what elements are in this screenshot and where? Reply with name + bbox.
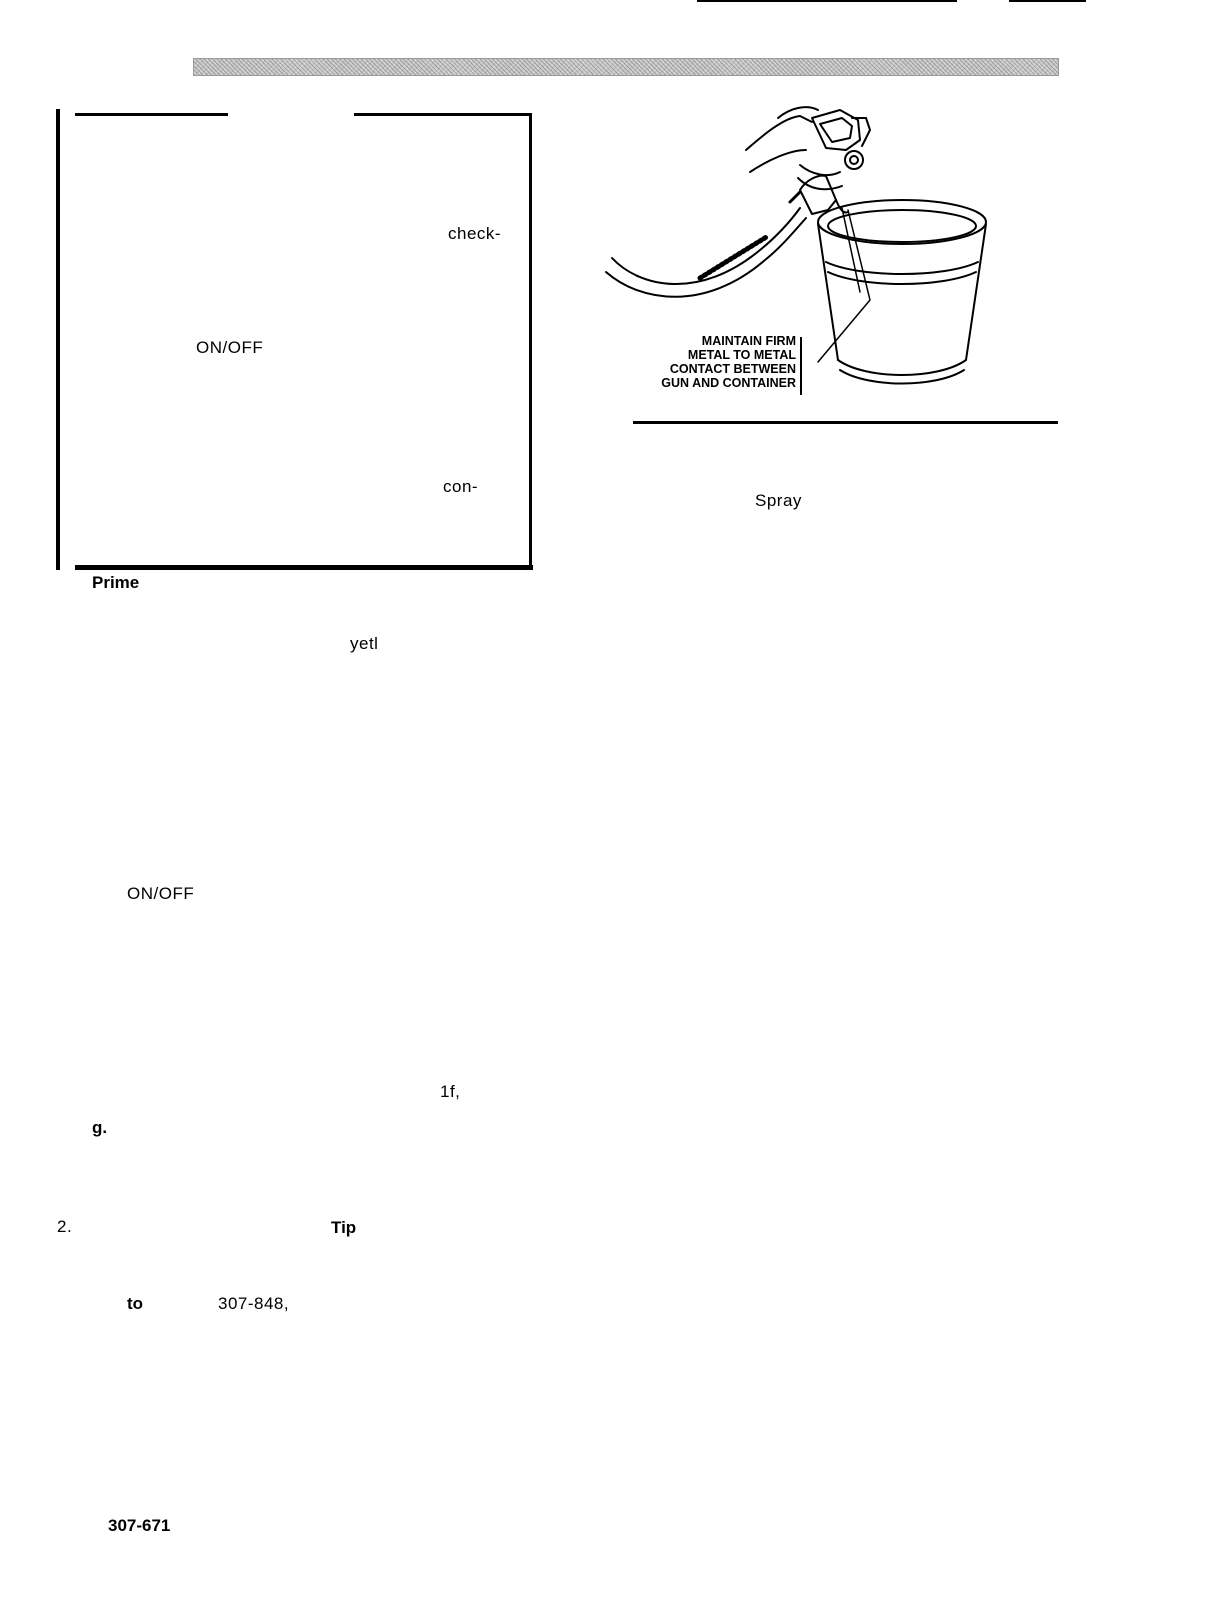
warning-fragment-onoff: ON/OFF	[196, 338, 264, 357]
text-step-g: g.	[92, 1118, 108, 1137]
callout-line-2: METAL TO METAL	[687, 348, 796, 362]
warning-box-top-right	[354, 113, 532, 116]
callout-line-4: GUN AND CONTAINER	[661, 376, 796, 390]
section-banner	[193, 58, 1059, 76]
warning-box-bottom	[75, 565, 533, 570]
figure-rule	[633, 421, 1058, 424]
change-bar	[56, 109, 60, 570]
text-to: to	[127, 1294, 144, 1313]
text-manual-ref: 307-848,	[218, 1294, 290, 1313]
warning-fragment-con: con-	[443, 477, 479, 496]
grounding-callout	[600, 334, 796, 390]
warning-box-top-left	[75, 113, 228, 116]
step-2-tip: Tip	[331, 1218, 357, 1237]
text-onoff: ON/OFF	[127, 884, 195, 903]
callout-bracket	[800, 337, 802, 395]
header-rule-left	[697, 0, 957, 2]
step-2-number: 2.	[57, 1217, 73, 1236]
figure-caption-spray: Spray	[755, 491, 802, 510]
text-1f: 1f,	[440, 1082, 461, 1101]
warning-fragment-check: check-	[448, 224, 502, 243]
callout-line-3: CONTACT BETWEEN	[669, 362, 796, 376]
footer-page-ref: 307-671	[108, 1516, 171, 1535]
warning-box-right	[529, 113, 532, 570]
text-yetl: yetl	[350, 634, 379, 653]
callout-line-1: MAINTAIN FIRM	[701, 334, 796, 348]
heading-prime: Prime	[92, 573, 140, 592]
header-rule-right	[1009, 0, 1086, 2]
